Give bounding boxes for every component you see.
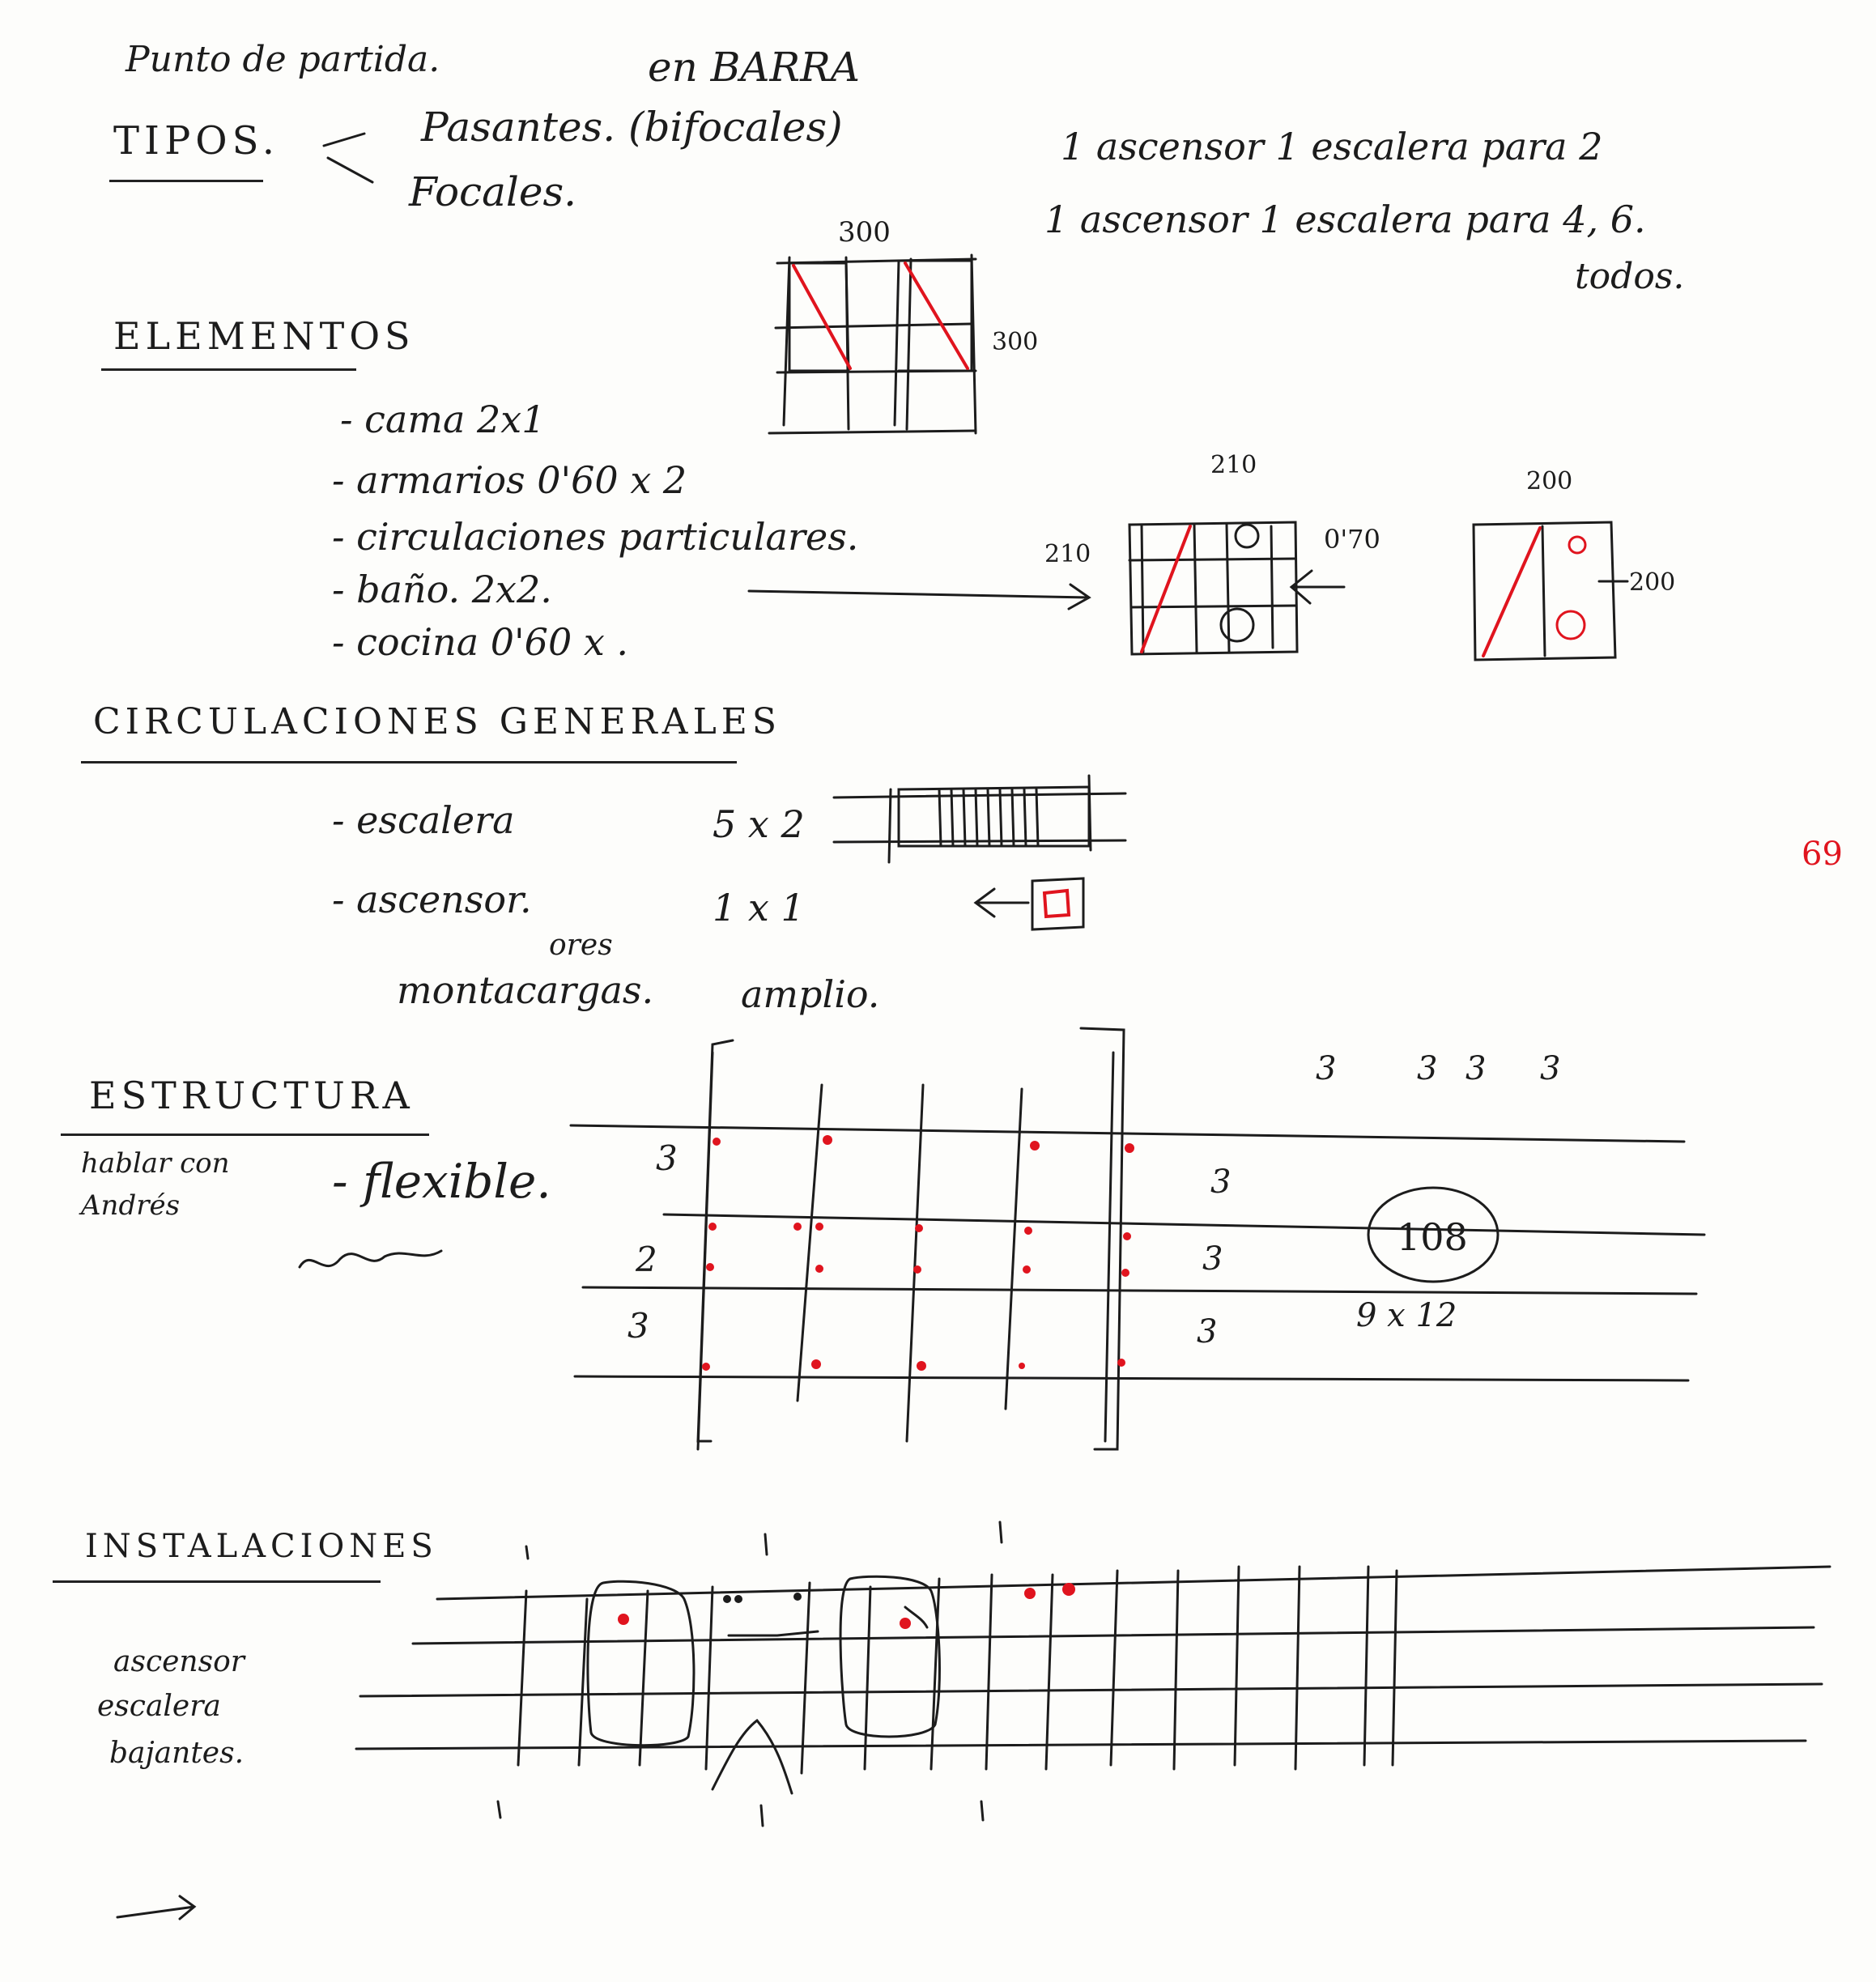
type-through: Pasantes. (bifocales) [421, 104, 843, 151]
installation-item: ascensor [113, 1645, 245, 1678]
row-dim: 3 [627, 1306, 649, 1346]
installation-item: escalera [97, 1690, 221, 1723]
unit-plan-sketch [769, 255, 976, 433]
top-dim: 3 [1540, 1050, 1561, 1087]
element-item: - cocina 0'60 x . [332, 620, 629, 664]
page-number: 69 [1802, 836, 1843, 873]
structure-note-1: hablar con [81, 1147, 230, 1180]
types-bracket-upper [324, 134, 364, 146]
freight-label: montacargas. [397, 968, 654, 1012]
row-dim: 2 [636, 1240, 657, 1279]
installations-plan [356, 1522, 1830, 1826]
red-annotations [793, 263, 1540, 917]
stair-size: 5 x 2 [713, 802, 805, 846]
types-heading: TIPOS. [113, 118, 280, 164]
top-dim: 3 [1316, 1050, 1337, 1087]
unit-depth-label: 300 [992, 328, 1039, 356]
bath-plan-b [1474, 522, 1627, 660]
lift-label: - ascensor. [332, 878, 532, 921]
installations-heading: INSTALACIONES [85, 1528, 438, 1565]
bath-arrow [749, 585, 1089, 609]
right-dim: 3 [1210, 1163, 1232, 1201]
circulation-heading: CIRCULACIONES GENERALES [93, 701, 782, 742]
right-dim: 3 [1197, 1313, 1218, 1350]
bath-b-depth-label: 200 [1629, 568, 1676, 597]
structure-note-2: Andrés [81, 1189, 181, 1222]
freight-note: amplio. [741, 972, 880, 1016]
stair-sketch [834, 776, 1125, 862]
top-dim: 3 [1417, 1050, 1438, 1087]
element-item: - circulaciones particulares. [332, 515, 859, 559]
bath-b-width-label: 200 [1526, 467, 1573, 496]
lift-core-right [840, 1576, 939, 1737]
bath-a-passage-label: 0'70 [1324, 524, 1380, 555]
rule-line-1: 1 ascensor 1 escalera para 2 [1061, 125, 1603, 168]
element-item: - baño. 2x2. [332, 568, 552, 611]
area-calc: 9 x 12 [1356, 1297, 1457, 1334]
lift-note: ores [549, 929, 613, 962]
in-bar-text: en BARRA [648, 44, 860, 91]
right-dim: 3 [1202, 1240, 1223, 1278]
element-item: - armarios 0'60 x 2 [332, 458, 687, 502]
bath-plan-a [1129, 522, 1344, 654]
area-value: 108 [1397, 1215, 1468, 1259]
rule-line-3: todos. [1575, 256, 1685, 297]
scribble [300, 1251, 441, 1267]
ink-dots [723, 1593, 802, 1603]
bath-a-width-label: 210 [1210, 451, 1257, 479]
row-dim: 3 [656, 1138, 678, 1178]
top-dim: 3 [1465, 1050, 1487, 1087]
bath-a-depth-label: 210 [1044, 540, 1091, 568]
installation-item: bajantes. [109, 1737, 245, 1770]
lift-size: 1 x 1 [713, 886, 805, 929]
structure-grid [571, 1028, 1704, 1449]
element-item: - cama 2x1 [340, 398, 546, 441]
continue-arrow-icon [117, 1896, 194, 1919]
rule-line-2: 1 ascensor 1 escalera para 4, 6. [1044, 198, 1646, 241]
structure-heading: ESTRUCTURA [89, 1074, 415, 1117]
unit-width-label: 300 [838, 216, 891, 249]
flexible-text: - flexible. [332, 1154, 551, 1209]
column-dots [618, 1135, 1134, 1629]
start-point-text: Punto de partida. [125, 39, 440, 80]
types-bracket-lower [328, 158, 372, 182]
stair-label: - escalera [332, 798, 515, 842]
area-circle [1368, 1188, 1498, 1282]
elements-heading: ELEMENTOS [113, 314, 415, 358]
type-focal: Focales. [409, 168, 577, 215]
